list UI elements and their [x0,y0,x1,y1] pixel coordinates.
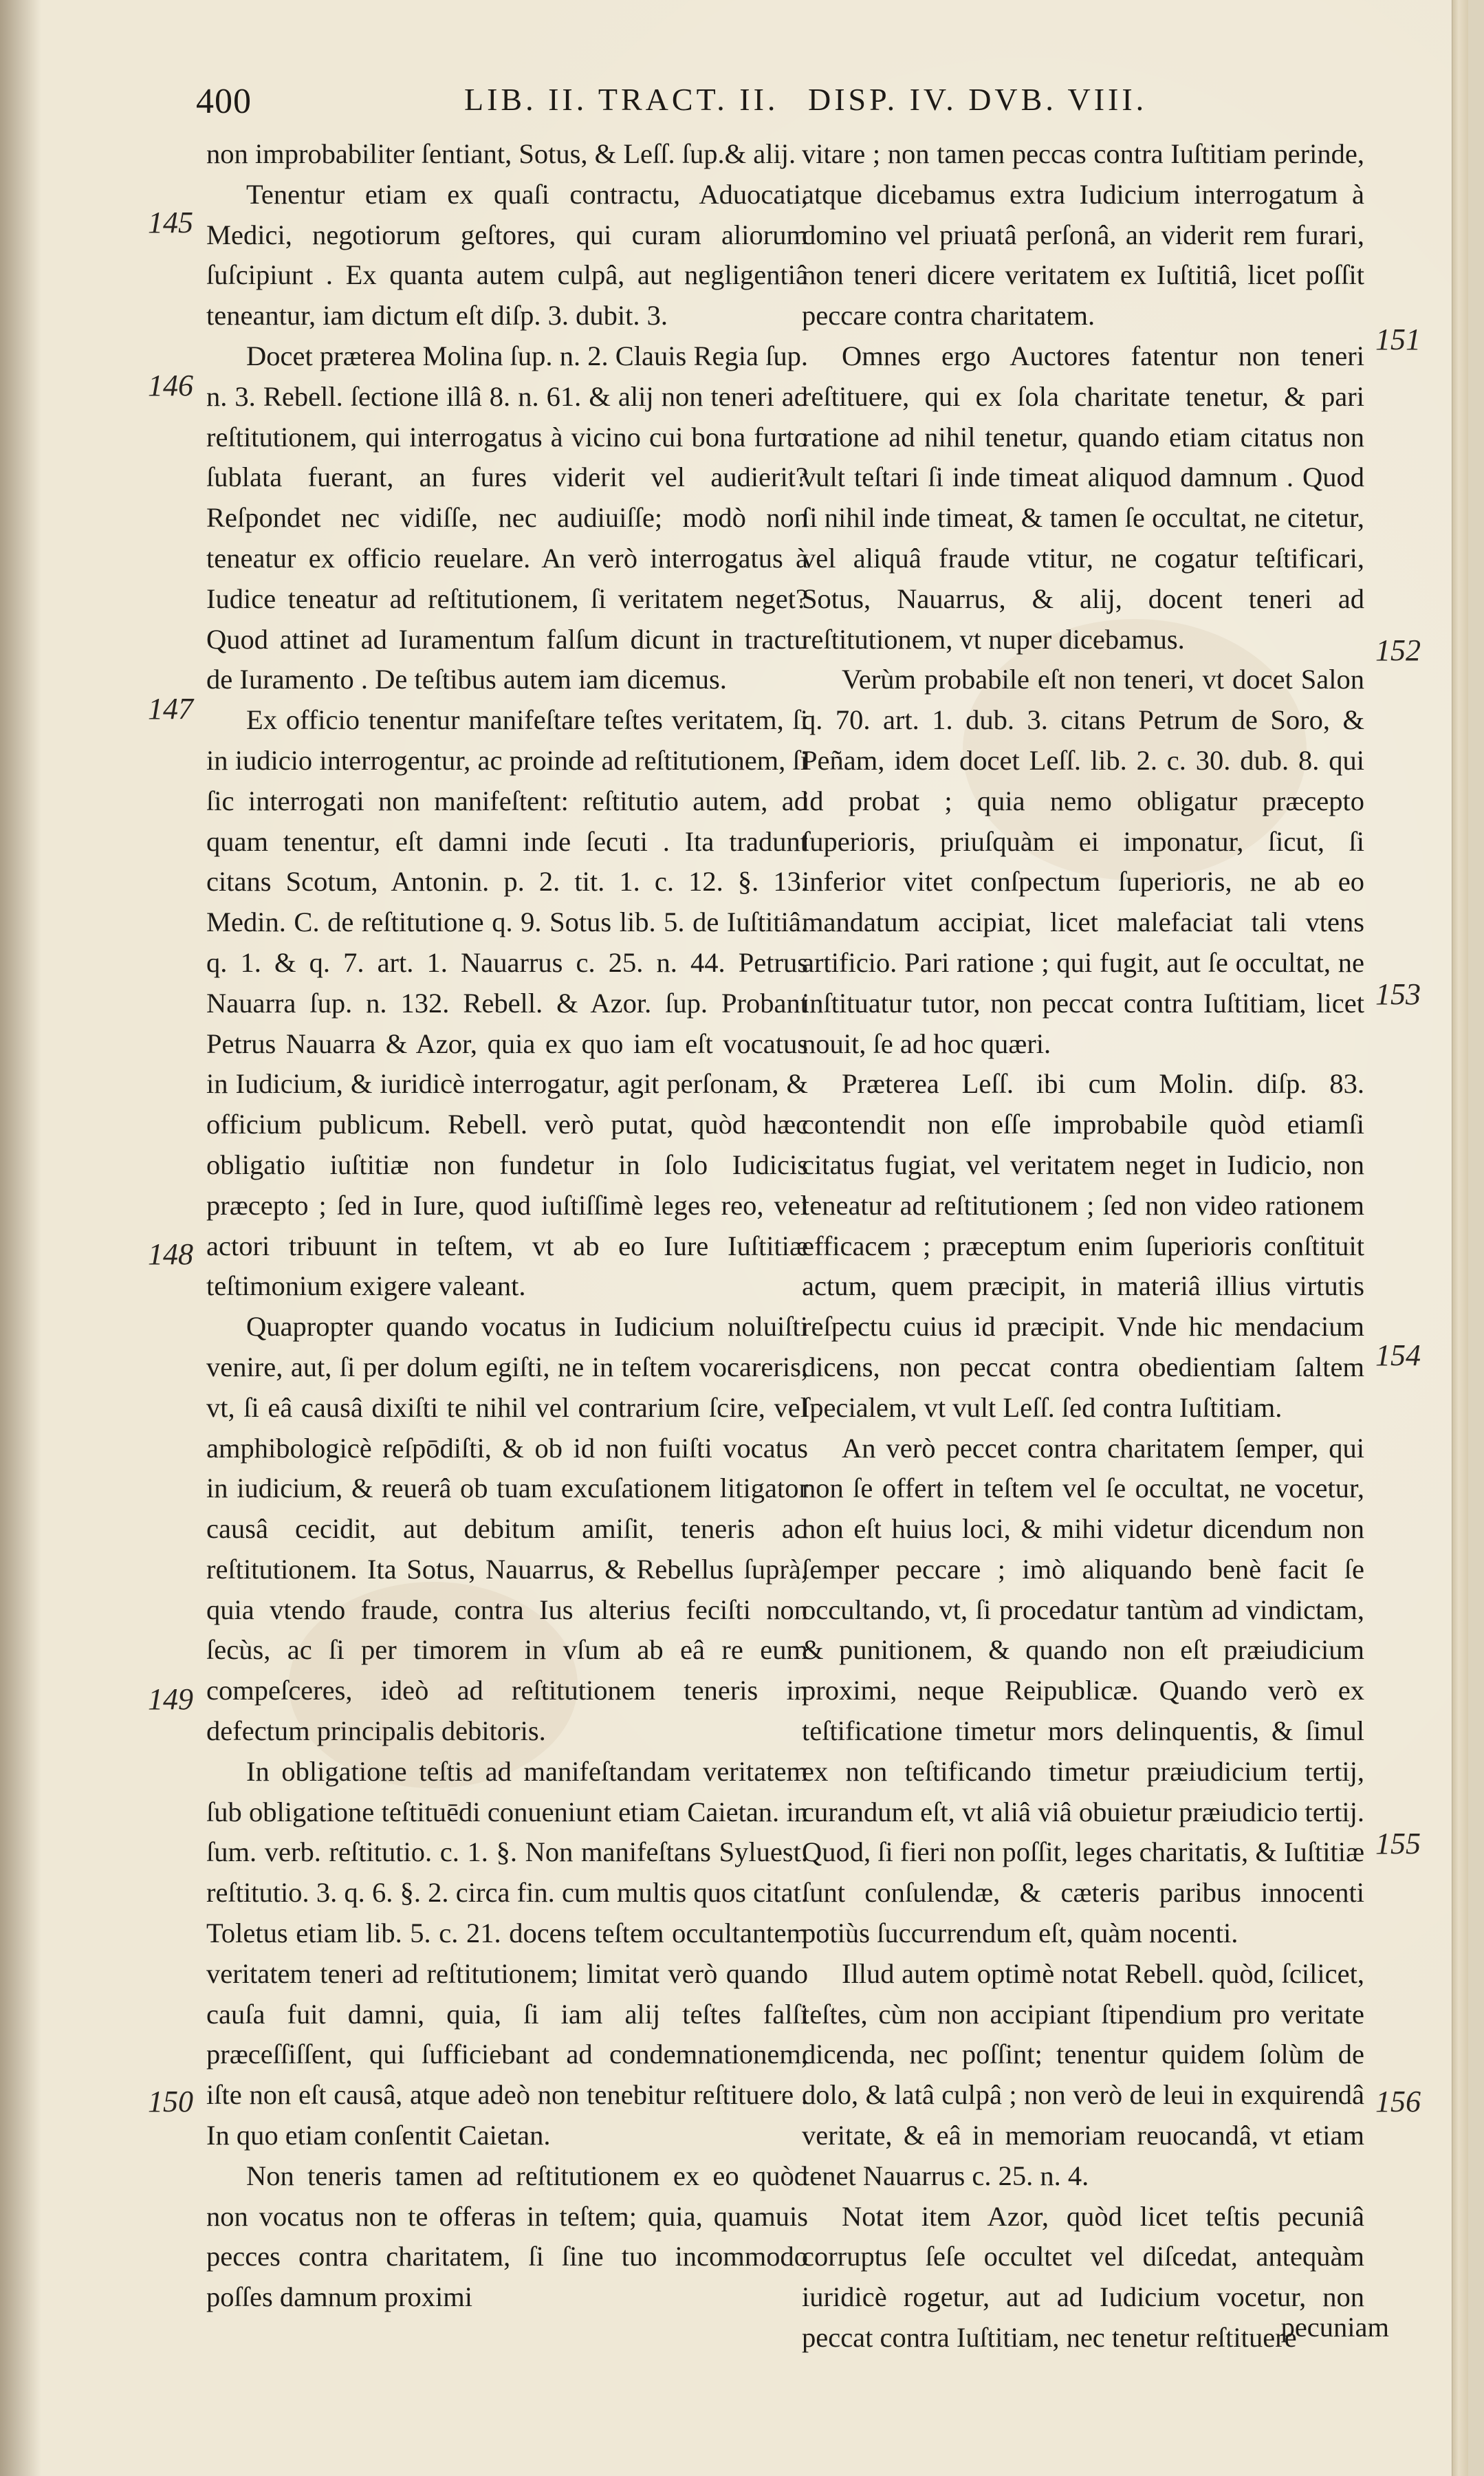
running-head-left: LIB. II. TRACT. II. [464,82,779,117]
paragraph: An verò peccet contra charitatem ſemper, qui non ſe offert in teſtem vel ſe occultat, ne vocetur, non eſt huius loci, & mihi videtur dicendum non ſemper peccare ; imò aliquando benè facit ſe occultando, vt, ſi procedatur tantùm ad vindictam, & punitionem, & quando non eſt præiudicium proximi, neque Reipublicæ. Quando verò ex teſtificatione timetur mors delinquentis, & ſimul ex non teſtificando timetur præiudicium tertij, curandum eſt, vt aliâ viâ obuietur præiudicio tertij. Quod, ſi fieri non poſſit, leges charitatis, & Iuſtitiæ ſunt conſulendæ, & cæteris paribus innocenti potiùs ſuccurrendum eſt, quàm nocenti. [802,1432,1364,1949]
paragraph: Omnes ergo Auctores fatentur non teneri reſtituere, qui ex ſola charitate tenetur, & pari ratione ad nihil tenetur, quando etiam citatus non vult teſtari ſi inde timeat aliquod damnum . Quod ſi nihil inde timeat, & tamen ſe occultat, ne citetur, vel aliquâ fraude vtitur, ne cogatur teſtificari, Sotus, Nauarrus, & alij, docent teneri ad reſtitutionem, vt nuper dicebamus. [802,340,1364,655]
paragraph: Docet præterea Molina ſup. n. 2. Clauis Regia ſup. n. 3. Rebell. ſectione illâ 8. n. 61. & alij non teneri ad reſtitutionem, qui interrogatus à vicino cui bona furto ſublata fuerant, an fures viderit vel audierit? Reſpondet nec vidiſſe, nec audiuiſſe; modò non teneatur ex officio reuelare. An verò interrogatus à Iudice teneatur ad reſtitutionem, ſi veritatem neget? Quod attinet ad Iuramentum falſum dicunt in tractu de Iuramento . De teſtibus autem iam dicemus. [206,340,808,695]
margin-number: 145 [148,206,193,239]
page-edge [1452,0,1468,2476]
margin-number: 149 [148,1682,193,1716]
margin-number: 146 [148,369,193,402]
margin-number: 154 [1375,1338,1421,1372]
paragraph: Non teneris tamen ad reſtitutionem ex eo quòd non vocatus non te offeras in teſtem; quia, quamuis pecces contra charitatem, ſi ſine tuo incommodo poſſes damnum proximi [206,2160,808,2313]
right-column [802,134,1364,2358]
paragraph: Quapropter quando vocatus in Iudicium noluiſti venire, aut, ſi per dolum egiſti, ne in teſtem vocareris, vt, ſi eâ causâ dixiſti te nihil vel contrarium ſcire, vel amphibologicè reſpōdiſti, & ob id non fuiſti vocatus in iudicium, & reuerâ ob tuam excuſationem litigator causâ cecidit, aut debitum amiſit, teneris ad reſtitutionem. Ita Sotus, Nauarrus, & Rebellus ſuprà, quia vtendo fraude, contra Ius alterius feciſti non ſecùs, ac ſi per timorem in vſum ab eâ re eum compeſceres, ideò ad reſtitutionem teneris in defectum principalis debitoris. [206,1311,808,1747]
margin-number: 155 [1375,1827,1421,1860]
folio-number: 400 [196,82,252,121]
paragraph: Ex officio tenentur manifeſtare teſtes veritatem, ſi in iudicio interrogentur, ac proinde ad reſtitutionem, ſi ſic interrogati non manifeſtent: reſtitutio autem, ad quam tenentur, eſt damni inde ſecuti . Ita tradunt citans Scotum, Antonin. p. 2. tit. 1. c. 12. §. 13. Medin. C. de reſtitutione q. 9. Sotus lib. 5. de Iuſtitiâ. q. 1. & q. 7. art. 1. Nauarrus c. 25. n. 44. Petrus Nauarra ſup. n. 132. Rebell. & Azor. ſup. Probant Petrus Nauarra & Azor, quia ex quo iam eſt vocatus in Iudicium, & iuridicè interrogatur, agit perſonam, & officium publicum. Rebell. verò putat, quòd hæc obligatio iuſtitiæ non fundetur in ſolo Iudicis præcepto ; ſed in Iure, quod iuſtiſſimè leges reo, vel actori tribuunt in teſtem, vt ab eo Iure Iuſtitiæ teſtimonium exigere valeant. [206,704,808,1302]
paragraph: Verùm probabile eſt non teneri, vt docet Salon q. 70. art. 1. dub. 3. citans Petrum de Soro, & Peñam, idem docet Leſſ. lib. 2. c. 30. dub. 8. qui id probat ; quia nemo obligatur præcepto ſuperioris, priuſquàm ei imponatur, ſicut, ſi inferior vitet conſpectum ſuperioris, ne ab eo mandatum accipiat, licet malefaciat tali vtens artificio. Pari ratione ; qui fugit, aut ſe occultat, ne inſtituatur tutor, non peccat contra Iuſtitiam, licet nouit, ſe ad hoc quæri. [802,664,1364,1059]
margin-number: 156 [1375,2085,1421,2118]
margin-number: 152 [1375,633,1421,667]
margin-number: 148 [148,1237,193,1271]
margin-number: 150 [148,2085,193,2118]
paragraph: Illud autem optimè notat Rebell. quòd, ſcilicet, teſtes, cùm non accipiant ſtipendium pro veritate dicenda, nec poſſint; tenentur quidem ſolùm de dolo, & latâ culpâ ; non verò de leui in exquirendâ veritate, & eâ in memoriam reuocandâ, vt etiam tenet Nauarrus c. 25. n. 4. [802,1957,1364,2191]
catchword: pecuniam [1280,2312,1389,2343]
paragraph: Notat item Azor, quòd licet teſtis pecuniâ corruptus ſeſe occultet vel diſcedat, antequàm iuridicè rogetur, aut ad Iudicium vocetur, non peccat contra Iuſtitiam, nec tenetur reſtituere [802,2200,1364,2354]
paragraph: Præterea Leſſ. ibi cum Molin. diſp. 83. contendit non eſſe improbabile quòd etiamſi citatus fugiat, vel veritatem neget in Iudicio, non teneatur ad reſtitutionem ; ſed non video rationem efficacem ; præceptum enim ſuperioris conſtituit actum, quem præcipit, in materiâ illius virtutis reſpectu cuius id præcipit. Vnde hic mendacium dicens, non peccat contra obedientiam ſaltem ſpecialem, vt vult Leſſ. ſed contra Iuſtitiam. [802,1068,1364,1423]
margin-number: 153 [1375,977,1421,1011]
paragraph: In obligatione teſtis ad manifeſtandam veritatem ſub obligatione teſtituēdi conueniunt etiam Caietan. in ſum. verb. reſtitutio. c. 1. §. Non manifeſtans Syluest. reſtitutio. 3. q. 6. §. 2. circa fin. cum multis quos citat. Toletus etiam lib. 5. c. 21. docens teſtem occultantem veritatem teneri ad reſtitutionem; limitat verò quando cauſa fuit damni, quia, ſi iam alij teſtes falſi præceſſiſſent, qui ſufficiebant ad condemnationem, iſte non eſt causâ, atque adeò non tenebitur reſtituere . In quo etiam conſentit Caietan. [206,1755,808,2151]
paragraph: Tenentur etiam ex quaſi contractu, Aduocati, Medici, negotiorum geſtores, qui curam aliorum ſuſcipiunt . Ex quanta autem culpâ, aut negligentiâ teneantur, iam dictum eſt diſp. 3. dubit. 3. [206,178,808,332]
gutter-shadow [0,0,41,2476]
paragraph: non improbabiliter ſentiant, Sotus, & Leſſ. ſup.& alij. [206,138,796,169]
running-head [196,81,1434,136]
paragraph: vitare ; non tamen peccas contra Iuſtitiam perinde, atque dicebamus extra Iudicium interrogatum à domino vel priuatâ perſonâ, an viderit rem furari, non teneri dicere veritatem ex Iuſtitiâ, licet poſſit peccare contra charitatem. [802,138,1364,332]
running-head-right: DISP. IV. DVB. VIII. [808,82,1148,117]
margin-number: 147 [148,692,193,726]
left-column [206,134,808,2318]
margin-number: 151 [1375,323,1421,356]
